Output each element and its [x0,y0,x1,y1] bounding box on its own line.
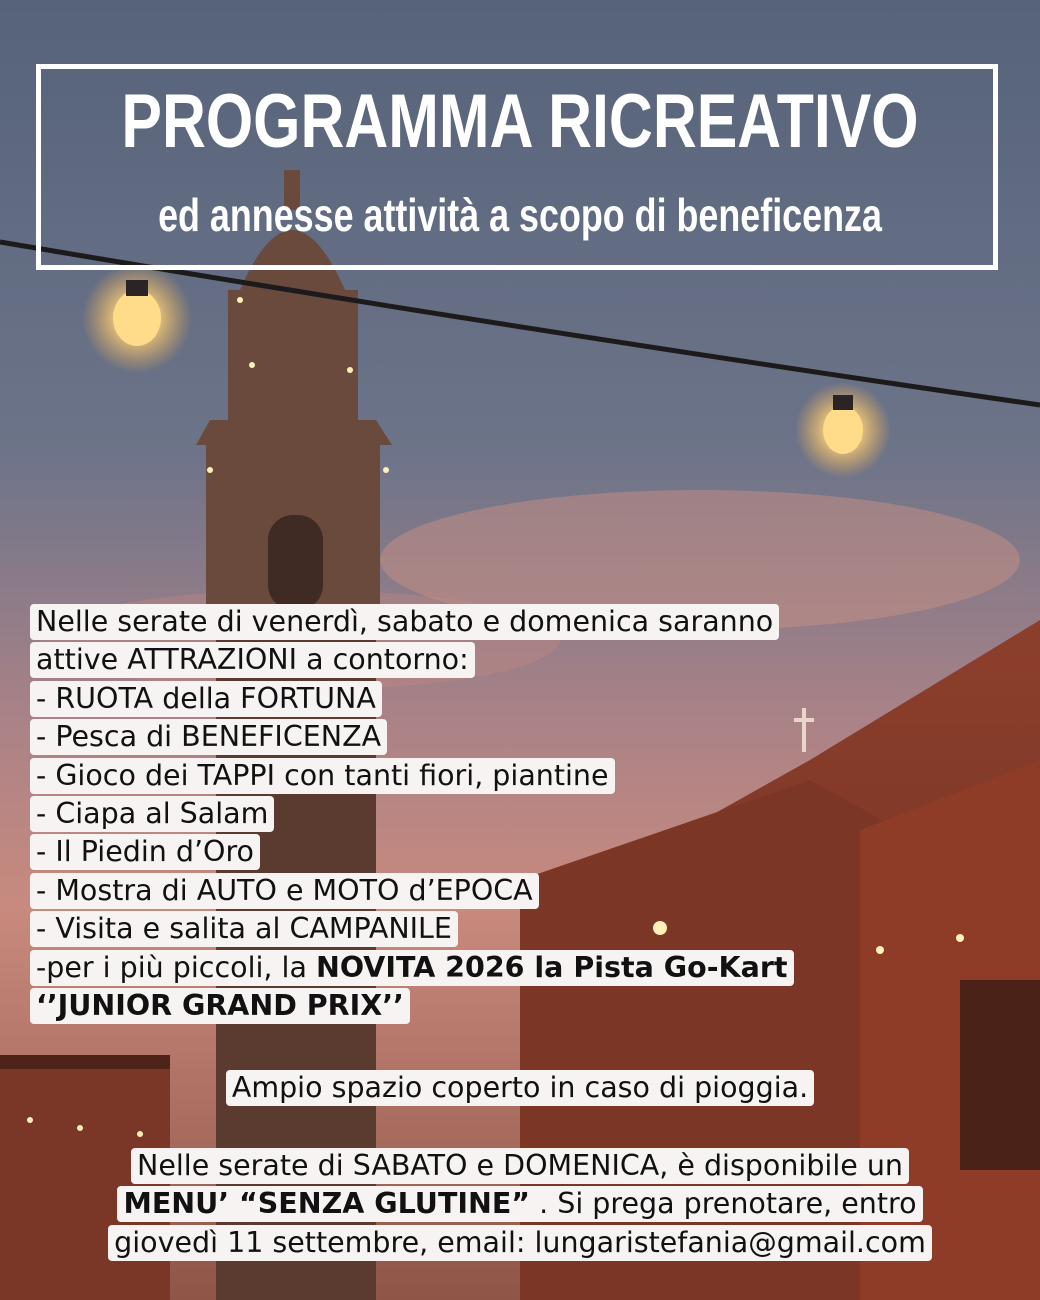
attraction-item: - RUOTA della FORTUNA [30,681,382,717]
attractions-block [30,604,794,1026]
junior-grand-prix: ‘’JUNIOR GRAND PRIX’’ [36,988,404,1022]
attraction-item: - Gioco dei TAPPI con tanti fiori, piantine [30,758,615,794]
attraction-item: - Mostra di AUTO e MOTO d’EPOCA [30,873,539,909]
kids-prefix: -per i più piccoli, la [36,950,316,984]
gluten-free-contact: giovedì 11 settembre, email: lungaristefania@gmail.com [108,1225,932,1261]
attraction-item: - Il Piedin d’Oro [30,834,260,870]
gluten-free-menu: MENU’ “SENZA GLUTINE” [123,1187,531,1221]
kids-attraction-line1 [30,950,794,986]
page-subtitle: ed annesse attività a scopo di beneficenza [158,189,882,241]
attractions-intro-line2: attive ATTRAZIONI a contorno: [30,642,475,678]
kids-highlight: NOVITA 2026 la Pista Go-Kart [315,950,788,984]
rain-note-block [0,1070,1040,1108]
attraction-item: - Pesca di BENEFICENZA [30,719,387,755]
rain-note: Ampio spazio coperto in caso di pioggia. [226,1070,814,1106]
gluten-free-line1: Nelle serate di SABATO e DOMENICA, è disponibile un [131,1148,909,1184]
gluten-free-block [0,1148,1040,1263]
attractions-intro-line1: Nelle serate di venerdì, sabato e domenica saranno [30,604,779,640]
page-title: PROGRAMMA RICREATIVO [121,79,919,164]
attraction-item: - Ciapa al Salam [30,796,274,832]
attraction-item: - Visita e salita al CAMPANILE [30,911,458,947]
gluten-free-line2 [117,1186,922,1222]
gluten-free-booking: . Si prega prenotare, entro [530,1187,917,1221]
kids-attraction-line2 [30,988,410,1024]
